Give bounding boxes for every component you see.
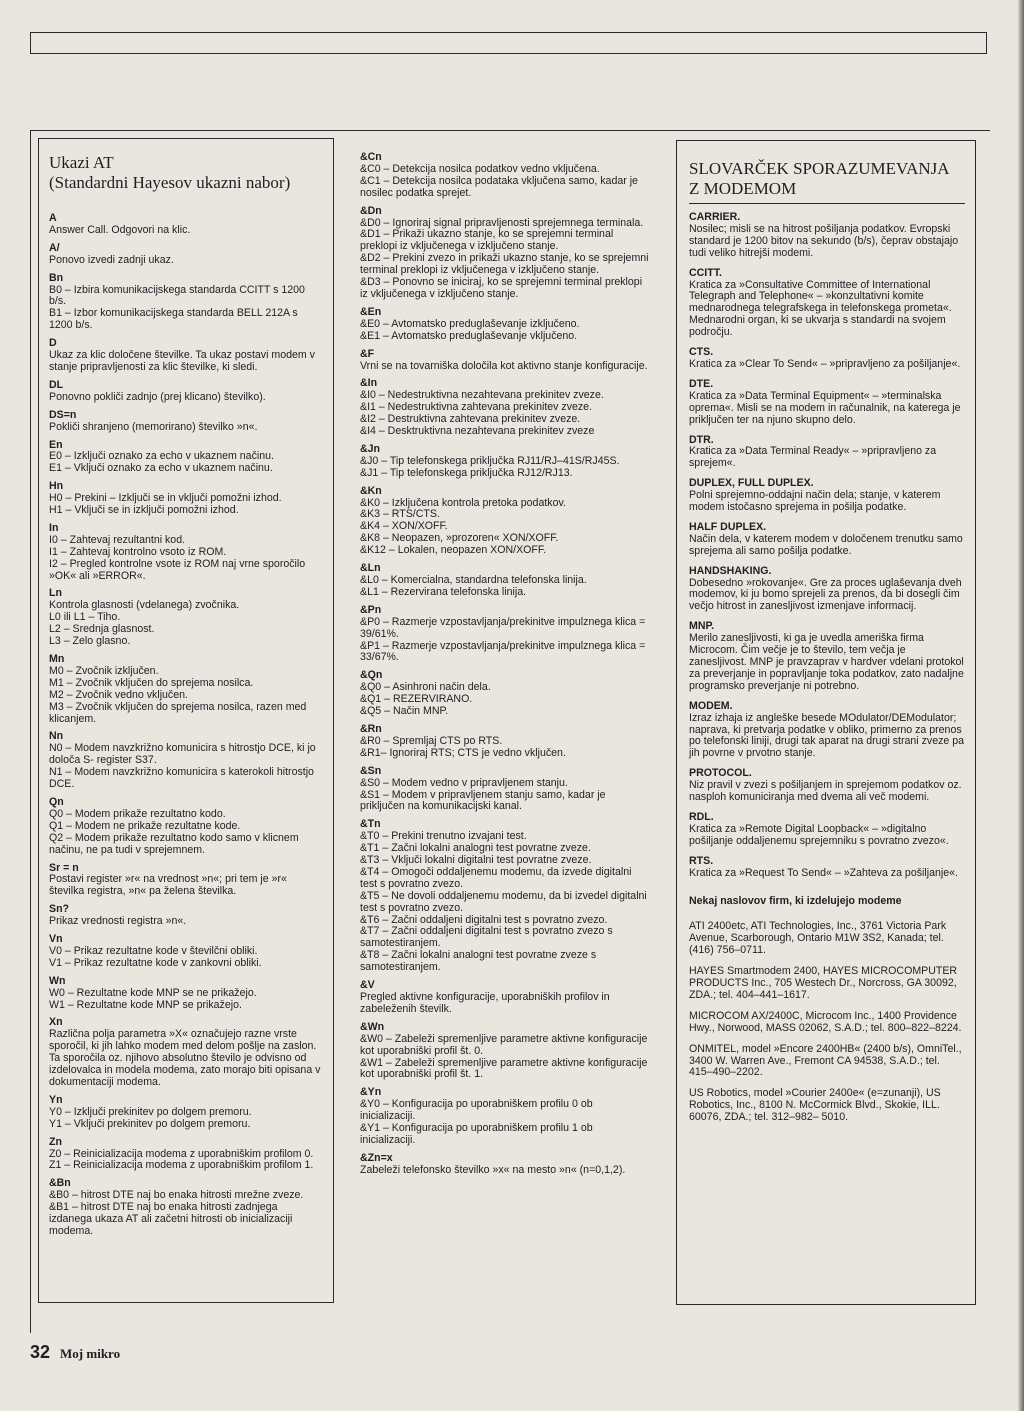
command-item-label: DL — [49, 378, 64, 391]
glossary-term — [689, 768, 965, 804]
command-item — [49, 338, 323, 374]
command-item-description: I0 – Zahtevaj rezultantni kod. I1 – Zahtevaj kontrolno vsoto iz ROM. I2 – Pregled kontrolne vsote iz ROM naj vrne sporočilo »OK« ali »ERROR«. — [49, 533, 306, 582]
at-commands-title — [49, 153, 323, 193]
command-item-description: Vrni se na tovarniška določila kot aktivno stanje konfiguracije. — [360, 359, 648, 372]
command-item-description: H0 – Prekini – Izključi se in vključi pomožni izhod. H1 – Vključi se in izključi pomožni izhod. — [49, 492, 282, 517]
glossary-term-label: HALF DUPLEX. — [689, 520, 767, 533]
command-item — [49, 273, 323, 333]
command-item — [360, 724, 650, 760]
scan-edge-shadow — [1018, 0, 1024, 1411]
at-commands-continued — [356, 152, 654, 1302]
command-item-description: Kontrola glasnosti (vdelanega) zvočnika. L0 ili L1 – Tiho. L2 – Srednja glasnost. L3 – Zelo glasno. — [49, 599, 240, 648]
command-item-label: A — [49, 212, 57, 224]
command-item-label: &Pn — [360, 603, 382, 616]
glossary-term-description: Dobesedno »rokovanje«. Gre za proces uglaševanja dveh modemov, ki ju bomo sprejeli za prenos, da bi dosegli čim večjo hitrost in zanesljivost izmenjave informacij. — [689, 576, 962, 613]
command-item — [49, 1017, 323, 1088]
glossary-term-label: DTE. — [689, 377, 714, 390]
firm-address: ATI 2400etc, ATI Technologies, Inc., 3761 Victoria Park Avenue, Scarborough, Ontario M1W 3S2, Kanada; tel. (416) 756–0711. — [689, 920, 947, 957]
command-item-description: W0 – Rezultatne kode MNP se ne prikažejo. W1 – Rezultatne kode MNP se prikažejo. — [49, 986, 257, 1011]
command-item-description: Različna polja parametra »X« označujejo razne vrste sporočil, ki jih lahko modem med delom pošlje na zaslon. Ta sporočila oz. njihovo absolutno število je odvisno od izdelovalca in modela modema, zato morajo biti opisana v dokumentaciji modema. — [49, 1028, 321, 1088]
firm-address: ONMITEL, model »Encore 2400HB« (2400 b/s), OmniTel., 3400 W. Warren Ave., Fremont CA 94538, S.A.D.; tel. 415–490–2202. — [689, 1042, 962, 1079]
glossary-term-label: RDL. — [689, 810, 714, 823]
command-item-description: Ponovno pokliči zadnjo (prej klicano) številko). — [49, 390, 266, 403]
glossary-term-label: CTS. — [689, 346, 714, 359]
command-item-description: &Q0 – Asinhroni način dela. &Q1 – REZERVIRANO. &Q5 – Način MNP. — [360, 681, 491, 718]
glossary-term — [689, 522, 965, 558]
command-item-label: Vn — [49, 933, 63, 946]
glossary-term-description: Kratica za »Data Terminal Ready« – »pripravljeno za sprejem«. — [689, 445, 937, 470]
command-item-description: Q0 – Modem prikaže rezultatno kodo. Q1 – Modem ne prikaže rezultatne kode. Q2 – Modem prikaže rezultatno kodo samo v klicnem načinu, ne pa tudi v sprejemnem. — [49, 807, 299, 856]
firm-address: US Robotics, model »Courier 2400e« (e=zunanji), US Robotics, Inc., 8100 N. McCormick Blvd., Skokie, ILL. 60076, ZDA.; tel. 312–982– 5010. — [689, 1087, 941, 1124]
glossary-term-label: RTS. — [689, 854, 714, 867]
command-item-description: Pregled aktivne konfiguracije, uporabniških profilov in zabeleženih številk. — [360, 991, 610, 1015]
command-item-description: &D0 – Ignoriraj signal pripravljenosti sprejemnega terminala. &D1 – Prikaži ukazno stanje, ko se sprejemni terminal preklopi iz vključenega v izključeno stanje. &D2 – Prekini zvezo in prikaži ukazno stanje, ko se sprejemni terminal preklopi iz vključenega v izključeno stanje. &D3 – Ponovno se iniciraj, ko se sprejemni terminal preklopi iz vključenega v izključeno stanje. — [360, 216, 649, 300]
command-item — [360, 486, 650, 557]
glossary-term — [689, 268, 965, 339]
command-item-description: &C0 – Detekcija nosilca podatkov vedno vključena. &C1 – Detekcija nosilca podataka vključena samo, kadar je nosilec podatka sprejet. — [360, 162, 638, 199]
at-commands-box — [38, 138, 334, 1303]
command-item-label: &Bn — [49, 1177, 71, 1190]
command-item-description: &E0 – Avtomatsko preduglaševanje izključeno. &E1 – Avtomatsko preduglaševanje vključeno. — [360, 317, 580, 342]
command-item-label: &Qn — [360, 669, 383, 682]
command-item — [49, 797, 323, 857]
title-line-1: Ukazi AT — [49, 153, 114, 172]
command-item-description: N0 – Modem navzkrižno komunicira s hitrostjo DCE, ki jo določa S- register S37. N1 – Modem navzkrižno komunicira s katerokoli hitrostjo DCE. — [49, 742, 316, 791]
command-item-label: &Tn — [360, 818, 381, 831]
command-item — [360, 349, 650, 373]
command-item-description: M0 – Zvočnik izključen. M1 – Zvočnik vključen do sprejema nosilca. M2 – Zvočnik vedno vključen. M3 – Zvočnik vključen do sprejema nosilca, razen med klicanjem. — [49, 664, 307, 725]
command-item — [360, 766, 650, 814]
command-item-label: &Cn — [360, 152, 382, 163]
command-item-description: Y0 – Izključi prekinitev po dolgem premoru. Y1 – Vključi prekinitev po dolgem premoru. — [49, 1105, 252, 1130]
title-line-2: Z MODEMOM — [689, 179, 797, 198]
glossary-term-label: MNP. — [689, 620, 715, 633]
glossary-term-description: Kratica za »Remote Digital Loopback« – »digitalno pošiljanje oddaljenemu sprejemniku s povratno zvezo«. — [689, 822, 949, 847]
magazine-name: Moj mikro — [60, 1346, 121, 1361]
command-item-label: A/ — [49, 241, 60, 254]
command-item-label: &Yn — [360, 1086, 382, 1099]
command-item-label: &En — [360, 305, 382, 318]
firm-address: MICROCOM AX/2400C, Microcom Inc., 1400 Providence Hwy., Norwood, MASS 02062, S.A.D.; tel. 800–822–8224. — [689, 1009, 962, 1034]
command-item-description: &S0 – Modem vedno v pripravljenem stanju. &S1 – Modem v pripravljenem stanju samo, kadar je priključen na komunikacijski kanal. — [360, 776, 606, 813]
command-item-label: In — [49, 521, 59, 534]
command-item-description: &P0 – Razmerje vzpostavljanja/prekinitve impulznega klica = 39/61%. &P1 – Razmerje vzpostavljanja/prekinitve impulznega klica = 33/67%. — [360, 615, 646, 664]
command-item — [49, 1137, 323, 1173]
command-item-description: &R0 – Spremljaj CTS po RTS. &R1– Ignoriraj RTS; CTS je vedno vključen. — [360, 734, 566, 759]
command-item — [360, 819, 650, 974]
command-item — [360, 563, 650, 599]
command-item — [49, 243, 323, 267]
command-item-description: &L0 – Komercialna, standardna telefonska linija. &L1 – Rezervirana telefonska linija. — [360, 574, 587, 598]
command-item — [360, 444, 650, 480]
command-item — [49, 1095, 323, 1131]
glossary-term-description: Nosilec; misli se na hitrost pošiljanja podatkov. Evropski standard je 1200 bitov na sekundo (b/s), čeprav obstajajo tudi veliko hitrejši modemi. — [689, 222, 959, 259]
glossary-term-description: Kratica za »Request To Send« – »Zahteva za pošiljanje«. — [689, 866, 958, 879]
command-item — [360, 307, 650, 343]
command-item — [360, 1087, 650, 1147]
command-item-label: Nn — [49, 730, 64, 743]
command-item-label: Bn — [49, 271, 64, 284]
page-number: 32 — [30, 1342, 51, 1362]
command-item-label: &In — [360, 377, 378, 390]
command-item — [49, 588, 323, 648]
command-item-label: &Sn — [360, 764, 382, 777]
glossary-term — [689, 856, 965, 880]
glossary-box — [676, 140, 976, 1305]
glossary-term — [689, 379, 965, 427]
command-item-description: Prikaz vrednosti registra »n«. — [49, 915, 187, 928]
command-item — [49, 731, 323, 791]
command-item-label: &Ln — [360, 562, 381, 575]
command-list-continued — [360, 152, 650, 1177]
command-item — [360, 670, 650, 718]
glossary-term — [689, 478, 965, 514]
command-item-description: &I0 – Nedestruktivna nezahtevana prekinitev zveze. &I1 – Nedestruktivna zahtevana prekinitev zveze. &I2 – Destruktivna zahtevana prekinitev zveze. &I4 – Desktruktivna nezahtevana prekinitev zveze — [360, 389, 604, 438]
command-item — [360, 1022, 650, 1082]
glossary-term — [689, 701, 965, 761]
title-rule — [689, 203, 965, 204]
command-item — [49, 440, 323, 476]
glossary-term — [689, 347, 965, 371]
command-item — [49, 934, 323, 970]
command-item — [49, 213, 323, 237]
glossary-term-label: CARRIER. — [689, 211, 741, 223]
glossary-term — [689, 621, 965, 692]
command-item — [360, 1153, 650, 1177]
glossary-list — [689, 212, 965, 880]
command-item-description: Ponovo izvedi zadnji ukaz. — [49, 253, 174, 266]
glossary-term-label: MODEM. — [689, 699, 733, 712]
glossary-term-label: CCITT. — [689, 266, 722, 279]
glossary-term-description: Niz pravil v zvezi s pošiljanjem in sprejemom podatkov oz. nasploh komuniciranja med dvema ali več modemi. — [689, 779, 962, 804]
command-item-label: Sn? — [49, 903, 70, 916]
command-item-description: E0 – Izključi oznako za echo v ukaznem načinu. E1 – Vključi oznako za echo v ukaznem načinu. — [49, 450, 274, 475]
command-item-description: &Y0 – Konfiguracija po uporabniškem profilu 0 ob inicializaciji. &Y1 – Konfiguracija po uporabniškem profilu 1 ob inicializaciji. — [360, 1098, 593, 1146]
glossary-term-label: DTR. — [689, 433, 714, 446]
title-line-1: SLOVARČEK SPORAZUMEVANJA — [689, 159, 950, 178]
command-item-label: &Dn — [360, 204, 382, 217]
command-item-label: &Kn — [360, 484, 382, 497]
glossary-term-description: Kratica za »Clear To Send« – »pripravljeno za pošiljanje«. — [689, 357, 961, 370]
command-item-label: &V — [360, 979, 375, 992]
glossary-term — [689, 812, 965, 848]
command-item-description: Pokliči shranjeno (memorirano) številko »n«. — [49, 420, 258, 433]
command-item-description: B0 – Izbira komunikacijskega standarda CCITT s 1200 b/s. B1 – Izbor komunikacijskega standarda BELL 212A s 1200 b/s. — [49, 283, 305, 332]
glossary-term-description: Merilo zanesljivosti, ki ga je uvedla ameriška firma Microcom. Čim večje je to število, tem večja je zanesljivost. MNP je pravzaprav v hardver vdelani protokol za preverjanje in popravljanje toka podatkov, zato nadaljne programsko preverjanje ni potrebno. — [689, 632, 964, 692]
firms-heading: Nekaj naslovov firm, ki izdelujejo modeme — [689, 894, 902, 907]
firm-address: HAYES Smartmodem 2400, HAYES MICROCOMPUTER PRODUCTS Inc., 705 Westech Dr., Norcross, GA 30092, ZDA.; tel. 404–441–1617. — [689, 965, 958, 1001]
command-item-label: Ln — [49, 587, 62, 600]
title-line-2: (Standardni Hayesov ukazni nabor) — [49, 173, 291, 192]
command-item — [49, 380, 323, 404]
command-item-label: Qn — [49, 795, 64, 808]
glossary-term-label: DUPLEX, FULL DUPLEX. — [689, 477, 814, 490]
glossary-term-description: Polni sprejemno-oddajni način dela; stanje, v katerem modem istočasno sprejema in pošilja podatke. — [689, 489, 941, 514]
page-footer — [30, 1342, 120, 1366]
command-item-label: &Rn — [360, 722, 382, 735]
command-item — [49, 1178, 323, 1238]
command-item-description: Zabeleži telefonsko številko »x« na mesto »n« (n=0,1,2). — [360, 1163, 626, 1176]
command-item — [360, 152, 650, 200]
top-rule-box — [30, 32, 987, 54]
command-item — [49, 863, 323, 899]
glossary-term-description: Kratica za »Consultative Committee of International Telegraph and Telephone« – »konzultativni komite mednarodnega telegrafskega in telefonskega prometa«. Mednarodni organ, ki se ukvarja s standardi na svojem področju. — [689, 278, 952, 339]
command-item — [49, 481, 323, 517]
glossary-term-description: Način dela, v katerem modem v določenem trenutku samo sprejema ali samo pošilja podatke. — [689, 532, 963, 557]
glossary-term — [689, 212, 965, 260]
command-item — [360, 378, 650, 438]
command-item-label: Xn — [49, 1016, 63, 1029]
command-item-description: V0 – Prikaz rezultatne kode v številčni obliki. V1 – Prikaz rezultatne kode v zankovni obliki. — [49, 944, 262, 969]
command-item-label: &Jn — [360, 442, 381, 455]
command-item-label: Mn — [49, 653, 65, 665]
command-item-description: Postavi register »r« na vrednost »n«; pri tem je »r« številka registra, »n« pa želena številka. — [49, 873, 287, 898]
command-item-description: &B0 – hitrost DTE naj bo enaka hitrosti mrežne zveze. &B1 – hitrost DTE naj bo enaka hitrosti zadnjega izdanega ukaza AT ali začetni hitrosti ob inicializaciji modema. — [49, 1189, 304, 1237]
command-item — [49, 523, 323, 583]
command-item-description: Ukaz za klic določene številke. Ta ukaz postavi modem v stanje pripravljenosti za klic številke, ki sledi. — [49, 349, 315, 373]
command-item-label: D — [49, 337, 57, 350]
command-item — [360, 980, 650, 1016]
command-item — [49, 654, 323, 725]
command-item-label: &Wn — [360, 1020, 385, 1033]
command-item — [49, 976, 323, 1012]
command-item — [360, 206, 650, 301]
command-item-label: En — [49, 438, 63, 451]
command-item-description: Z0 – Reinicializacija modema z uporabniškim profilom 0. Z1 – Reinicializacija modema z uporabniškim profilom 1. — [49, 1147, 314, 1172]
command-item-label: Zn — [49, 1135, 62, 1148]
command-item-label: Wn — [49, 974, 66, 987]
command-item-description: &K0 – Izključena kontrola pretoka podatkov. &K3 – RTS/CTS. &K4 – XON/XOFF. &K8 – Neopazen, »prozoren« XON/XOFF. &K12 – Lokalen, neopazen XON/XOFF. — [360, 496, 566, 557]
command-item — [360, 605, 650, 665]
glossary-term-label: PROTOCOL. — [689, 767, 752, 780]
command-item-label: Sr = n — [49, 861, 79, 874]
command-item-description: &T0 – Prekini trenutno izvajani test. &T1 – Začni lokalni analogni test povratne zveze. &T3 – Vključi lokalni digitalni test povratne zveze. &T4 – Omogoči oddaljenemu modemu, da izvede digitalni test s povratno zvezo. &T5 – Ne dovoli oddaljenemu modemu, da bi izvedel digitalni test s povratno zvezo. &T6 – Začni oddaljeni digitalni test s povratno zvezo. &T7 – Začni oddaljeni digitalni test s povratno zvezo s samotestiranjem. &T8 – Začni lokalni analogni test povratne zveze s samotestiranjem. — [360, 830, 647, 974]
command-item-label: &Zn=x — [360, 1151, 393, 1164]
command-item — [49, 904, 323, 928]
glossary-title — [689, 159, 965, 199]
glossary-term-label: HANDSHAKING. — [689, 564, 772, 577]
command-item-label: Hn — [49, 480, 64, 493]
command-item-label: DS=n — [49, 408, 77, 421]
glossary-term-description: Izraz izhaja iz angleške besede MOdulator/DEModulator; naprava, ki pretvarja podatke v obliko, primerno za prenos po telefonski liniji, drugi tak aparat na drugi strani zveze pa jih povrne v prvotno stanje. — [689, 711, 965, 760]
glossary-term-description: Kratica za »Data Terminal Equipment« – »terminalska oprema«. Misli se na modem in računalnik, na katerega je priključen ter na njuno skupno delo. — [689, 389, 961, 426]
command-item-description: &J0 – Tip telefonskega priključka RJ11/RJ–41S/RJ45S. &J1 – Tip telefonskega priključka RJ12/RJ13. — [360, 454, 620, 479]
glossary-term — [689, 435, 965, 471]
firms-list — [689, 921, 965, 1124]
glossary-term — [689, 566, 965, 614]
command-item — [49, 410, 323, 434]
command-item-label: &F — [360, 347, 375, 360]
command-item-description: Answer Call. Odgovori na klic. — [49, 223, 191, 236]
command-item-description: &W0 – Zabeleži spremenljive parametre aktivne konfiguracije kot uporabniški profil št. 0. &W1 – Zabeleži spremenljive parametre aktivne konfiguracije kot uporabniški profil št. 1. — [360, 1032, 648, 1081]
command-item-label: Yn — [49, 1093, 63, 1106]
command-list — [49, 213, 323, 1238]
